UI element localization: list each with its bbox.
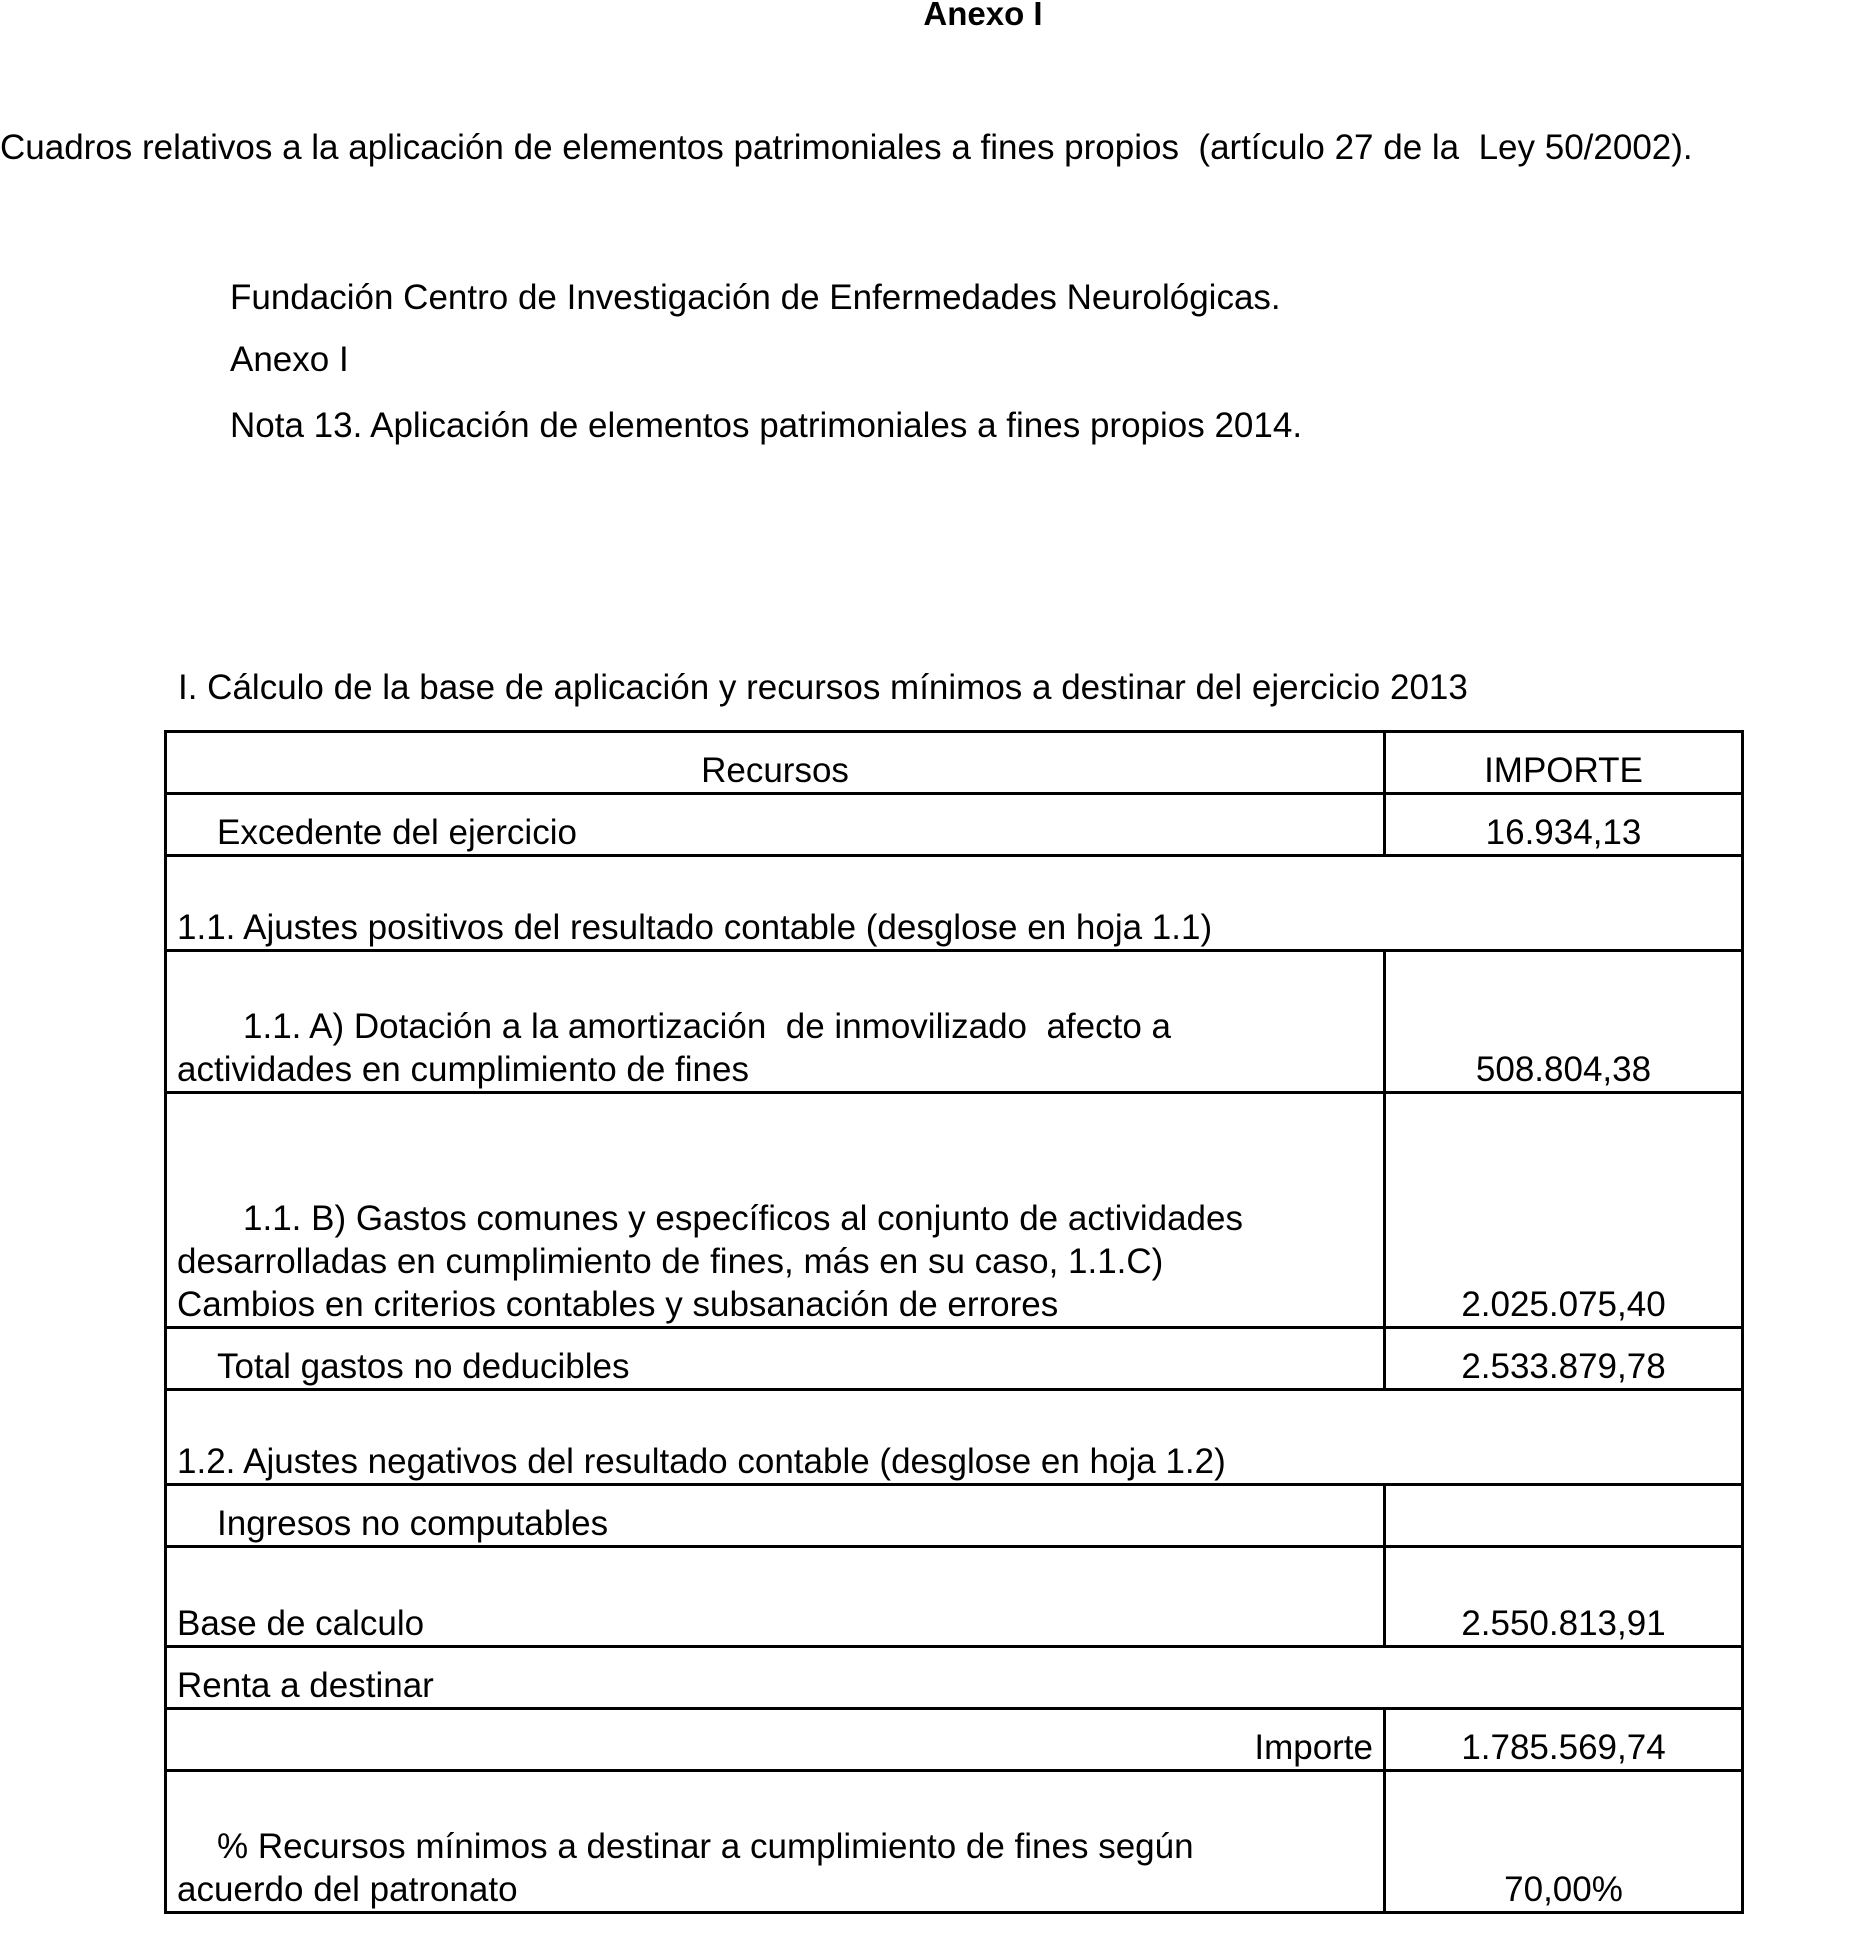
row-value-porcentaje: 70,00% [1385,1771,1743,1913]
row-value-base-calculo: 2.550.813,91 [1385,1547,1743,1647]
table-header-row [166,732,1743,794]
table-row [166,1771,1743,1913]
row-label-porcentaje-line1: % Recursos mínimos a destinar a cumplimiento de fines según [217,1827,1194,1866]
row-label-base-calculo: Base de calculo [166,1547,1385,1647]
row-label-renta: Renta a destinar [166,1647,1743,1709]
row-value-gastos-comunes: 2.025.075,40 [1385,1093,1743,1328]
table-row [166,1485,1743,1547]
row-label-dotacion-line1: 1.1. A) Dotación a la amortización de inmovilizado afecto a [243,1007,1171,1046]
table-row [166,1093,1743,1328]
table-row [166,1547,1743,1647]
row-label-gastos-line1: 1.1. B) Gastos comunes y específicos al conjunto de actividades [243,1199,1243,1238]
row-label-porcentaje [166,1771,1385,1913]
table-row [166,1390,1743,1485]
row-label-importe: Importe [166,1709,1385,1771]
header-resources: Recursos [166,732,1385,794]
row-label-dotacion [166,951,1385,1093]
row-label-gastos-line2: desarrolladas en cumplimiento de fines, más en su caso, 1.1.C) [177,1242,1164,1281]
table-row [166,856,1743,951]
row-label-gastos-line3: Cambios en criterios contables y subsanación de errores [177,1285,1059,1324]
row-label-dotacion-line2: actividades en cumplimiento de fines [177,1050,749,1089]
document-subtitle: Cuadros relativos a la aplicación de elementos patrimoniales a fines propios (artículo 27 de la Ley 50/2002). [0,128,1693,167]
row-label-gastos-comunes [166,1093,1385,1328]
row-value-total-gastos: 2.533.879,78 [1385,1328,1743,1390]
table-row [166,1709,1743,1771]
row-label-ingresos: Ingresos no computables [166,1485,1385,1547]
row-value-excedente: 16.934,13 [1385,794,1743,856]
row-label-ajustes-positivos: 1.1. Ajustes positivos del resultado contable (desglose en hoja 1.1) [166,856,1743,951]
section-heading: I. Cálculo de la base de aplicación y recursos mínimos a destinar del ejercicio 2013 [178,668,1468,707]
table-row [166,1647,1743,1709]
organization-name: Fundación Centro de Investigación de Enfermedades Neurológicas. [230,278,1281,317]
row-label-ajustes-negativos: 1.2. Ajustes negativos del resultado contable (desglose en hoja 1.2) [166,1390,1743,1485]
row-value-dotacion: 508.804,38 [1385,951,1743,1093]
header-amount: IMPORTE [1385,732,1743,794]
table-row [166,951,1743,1093]
note-title: Nota 13. Aplicación de elementos patrimoniales a fines propios 2014. [230,406,1303,445]
table-row [166,1328,1743,1390]
annex-label: Anexo I [230,340,349,379]
table-row [166,794,1743,856]
calculation-table [164,730,1744,1914]
row-label-porcentaje-line2: acuerdo del patronato [177,1870,518,1909]
row-label-total-gastos: Total gastos no deducibles [166,1328,1385,1390]
document-title: Anexo I [923,0,1043,32]
row-value-importe: 1.785.569,74 [1385,1709,1743,1771]
row-value-ingresos [1385,1485,1743,1547]
row-label-excedente: Excedente del ejercicio [166,794,1385,856]
